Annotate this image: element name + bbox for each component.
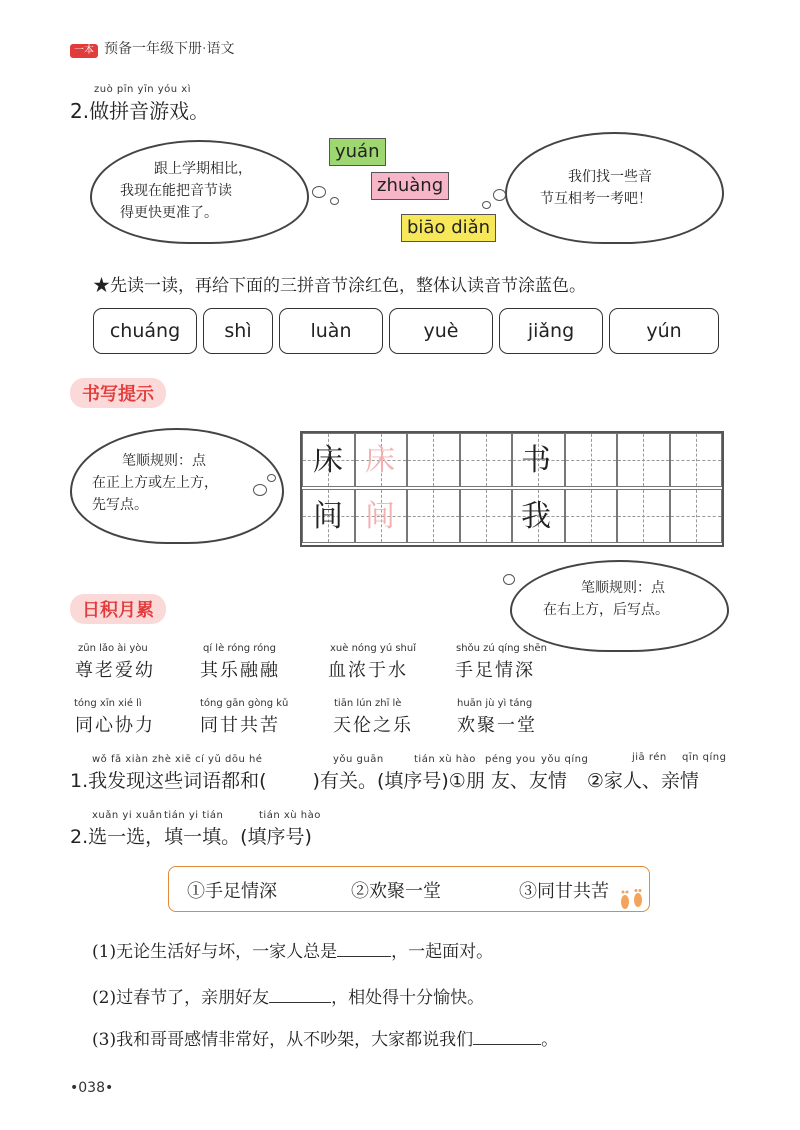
thought-puff-icon [330, 197, 339, 205]
book-title-text: 预备一年级下册 [104, 41, 202, 57]
grid-cell[interactable] [617, 433, 670, 487]
writing-grid[interactable] [300, 431, 724, 547]
grid-trace-character: 间 [365, 499, 395, 534]
subject-label: 语文 [206, 41, 235, 57]
sentence-3 [92, 1025, 558, 1050]
pinyin-tag: biāo diǎn [401, 214, 496, 242]
speech-cloud-left-text [120, 158, 290, 224]
q1-pinyin: qīn qíng [682, 752, 727, 763]
book-title [104, 38, 234, 58]
grid-cell[interactable] [460, 489, 513, 543]
stroke-rule-2-line: 在右上方，后写点。 [543, 602, 669, 618]
pinyin-tag: yuán [329, 138, 386, 166]
question-1 [70, 766, 699, 793]
sentence-text: (2)过春节了，亲朋好友 [92, 988, 270, 1008]
grid-cell[interactable] [565, 433, 618, 487]
thought-puff-icon [312, 186, 326, 198]
grid-cell[interactable] [407, 489, 460, 543]
grid-guide-line [696, 434, 697, 486]
coloring-instruction: ★先读一读，再给下面的三拼音节涂红色，整体认读音节涂蓝色。 [93, 276, 586, 296]
cloud-left-line: 我现在能把音节读 [120, 183, 232, 199]
q1-pinyin: yǒu qíng [541, 754, 589, 765]
stroke-rule-2-text [543, 577, 718, 621]
section-title-pinyin: zuò pīn yīn yóu xì [94, 84, 191, 95]
idiom-pinyin: shǒu zú qíng shēn [456, 643, 547, 654]
writing-tips-badge: 书写提示 [70, 378, 166, 408]
syllable-box[interactable]: yuè [389, 308, 493, 354]
grid-guide-line [591, 490, 592, 542]
grid-guide-line [643, 490, 644, 542]
daily-accumulation-badge: 日积月累 [70, 594, 166, 624]
grid-guide-line [696, 490, 697, 542]
q2-pinyin: tián xù hào [259, 810, 321, 821]
footprints-icon [617, 889, 649, 911]
sentence-text: 。 [541, 1030, 559, 1050]
idiom-pinyin: tóng xīn xié lì [74, 698, 142, 709]
grid-character: 间 [313, 499, 343, 534]
grid-character: 床 [313, 443, 343, 478]
idiom: 同心协力 [75, 715, 155, 736]
sentence-text: ，相处得十分愉快。 [331, 988, 485, 1008]
cloud-left-line: 得更快更准了。 [120, 205, 218, 221]
stroke-rule-2-line: 笔顺规则：点 [581, 580, 665, 596]
grid-guide-line [486, 434, 487, 486]
q1-pinyin: tián xù hào [414, 754, 476, 765]
stroke-rule-line: 笔顺规则：点 [122, 453, 206, 469]
q1-pinyin: wǒ fā xiàn zhè xiē cí yǔ dōu hé [92, 754, 263, 765]
syllable-box[interactable]: jiǎng [499, 308, 603, 354]
thought-puff-icon [493, 189, 506, 201]
idiom: 手足情深 [455, 660, 535, 681]
cloud-left-line: 跟上学期相比， [154, 161, 252, 177]
syllable-box[interactable]: shì [203, 308, 273, 354]
question-2: 2.选一选，填一填。(填序号) [70, 826, 312, 848]
q1-text: 1.我发现这些词语都和( [70, 770, 267, 792]
idiom: 天伦之乐 [333, 715, 413, 736]
grid-character: 我 [521, 499, 551, 534]
answer-blank[interactable] [269, 986, 331, 1003]
stroke-rule-line: 在正上方或左上方， [92, 475, 218, 491]
grid-cell[interactable] [670, 489, 723, 543]
option-2: ②欢聚一堂 [351, 881, 441, 902]
answer-blank[interactable] [473, 1028, 541, 1045]
q1-text: )有关。(填序号)①朋 友、友情 [312, 770, 567, 792]
syllable-box[interactable]: chuáng [93, 308, 197, 354]
idiom-pinyin: xuè nóng yú shuǐ [330, 643, 417, 654]
grid-cell[interactable] [460, 433, 513, 487]
stroke-rule-line: 先写点。 [92, 497, 148, 513]
sentence-text: (1)无论生活好与坏，一家人总是 [92, 942, 338, 962]
options-box [168, 866, 650, 912]
series-logo: 一本 [70, 44, 98, 58]
idiom: 其乐融融 [200, 660, 280, 681]
section-title: 2.做拼音游戏。 [70, 99, 210, 123]
syllable-box[interactable]: luàn [279, 308, 383, 354]
title-separator: · [202, 41, 207, 57]
syllable-box[interactable]: yún [609, 308, 719, 354]
grid-trace-character: 床 [365, 443, 395, 478]
grid-guide-line [643, 434, 644, 486]
page-number: •038• [70, 1080, 114, 1096]
grid-cell[interactable] [617, 489, 670, 543]
q1-pinyin: yǒu guān [333, 754, 384, 765]
thought-puff-icon [503, 574, 515, 585]
cloud-right-line: 我们找一些音 [568, 169, 652, 185]
grid-cell[interactable] [565, 489, 618, 543]
grid-guide-line [591, 434, 592, 486]
idiom-pinyin: tiān lún zhī lè [334, 698, 402, 709]
grid-cell[interactable] [670, 433, 723, 487]
idiom-pinyin: zūn lǎo ài yòu [78, 643, 148, 654]
idiom: 尊老爱幼 [75, 660, 155, 681]
grid-character: 书 [521, 443, 551, 478]
pinyin-tag: zhuàng [371, 172, 449, 200]
q2-pinyin: tián yi tián [164, 810, 224, 821]
option-1: ①手足情深 [187, 881, 277, 902]
q1-text: ②家人、亲情 [586, 770, 699, 792]
sentence-text: ，一起面对。 [391, 942, 494, 962]
sentence-text: (3)我和哥哥感情非常好，从不吵架，大家都说我们 [92, 1030, 474, 1050]
answer-blank[interactable] [337, 940, 391, 957]
idiom: 欢聚一堂 [457, 715, 537, 736]
sentence-1 [92, 937, 493, 962]
grid-guide-line [433, 434, 434, 486]
cloud-right-line: 节互相考一考吧！ [540, 191, 652, 207]
thought-puff-icon [267, 474, 276, 482]
grid-guide-line [486, 490, 487, 542]
grid-guide-line [433, 490, 434, 542]
idiom-pinyin: tóng gān gòng kǔ [200, 698, 289, 709]
thought-puff-icon [253, 484, 267, 496]
q1-pinyin: péng you [485, 754, 536, 765]
speech-cloud-right-text [540, 166, 710, 210]
sentence-2 [92, 983, 484, 1008]
option-3: ③同甘共苦 [519, 881, 609, 902]
thought-puff-icon [482, 201, 491, 209]
idiom: 同甘共苦 [200, 715, 280, 736]
q2-pinyin: xuǎn yi xuǎn [92, 810, 163, 821]
idiom-pinyin: huān jù yì táng [457, 698, 533, 709]
idiom: 血浓于水 [328, 660, 408, 681]
idiom-pinyin: qí lè róng róng [203, 643, 276, 654]
q1-pinyin: jiā rén [632, 752, 667, 763]
grid-cell[interactable] [407, 433, 460, 487]
stroke-rule-text [92, 450, 272, 516]
